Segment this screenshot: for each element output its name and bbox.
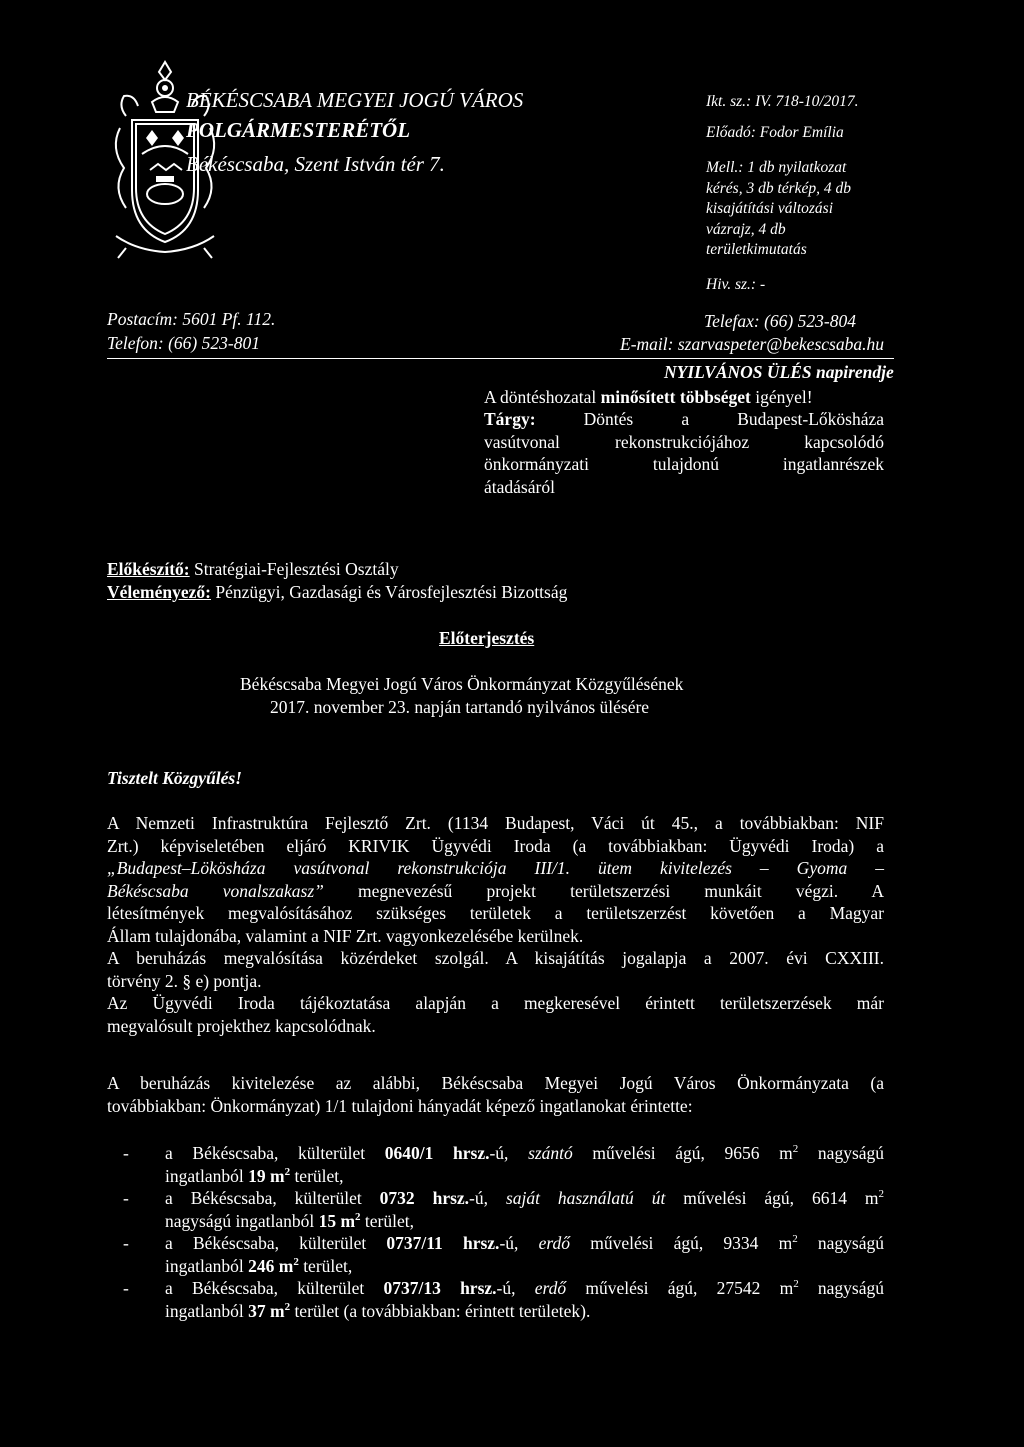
list-item: - a Békéscsaba, külterület 0737/11 hrsz.-ú, erdő művelési ágú, 9334 $m^2$ nagyságú ingatlanból 246 $m^2$ terület,	[123, 1233, 884, 1276]
issuer-office: POLGÁRMESTERÉTŐL	[186, 118, 411, 142]
hiv-number: Hiv. sz.: -	[706, 276, 766, 293]
attachment-line: Mell.: 1 db nyilatkozat	[706, 159, 847, 176]
header-divider	[107, 358, 894, 359]
list-item: - a Békéscsaba, külterület 0732 hrsz.-ú, saját használatú út művelési ágú, 6614 $m^2$ nagyságú ingatlanból 15 $m^2$ terület,	[123, 1188, 884, 1231]
attachments	[706, 158, 896, 261]
attachment-line: területkimutatás	[706, 241, 807, 258]
attachment-line: kérés, 3 db térkép, 4 db	[706, 179, 852, 197]
document-heading: Előterjesztés	[439, 628, 535, 648]
reference-number: Ikt. sz.: IV. 718-10/2017.	[706, 93, 859, 110]
decision-note: A döntéshozatal minősített többséget igényel!	[484, 387, 813, 407]
phone-number: Telefon: (66) 523-801	[107, 333, 260, 353]
salutation: Tisztelt Közgyűlés!	[107, 768, 242, 788]
reviewer: Véleményező: Pénzügyi, Gazdasági és Városfejlesztési Bizottság	[107, 582, 568, 602]
list-item: - a Békéscsaba, külterület 0640/1 hrsz.-ú, szántó művelési ágú, 9656 $m^2$ nagyságú ingatlanból 19 $m^2$ terület,	[123, 1143, 885, 1186]
body-paragraph-1: A Nemzeti Infrastruktúra Fejlesztő Zrt. (1134 Budapest, Váci út 45., a továbbiakban: NIF Zrt.) képviseletében eljáró KRIVIK Ügyvédi Iroda (a továbbiakban: Ügyvédi Iroda) a „Budapest–Lökösháza vasútvonal rekonstrukciója III/1. ütem kivitelezés – Gyoma – Békéscsaba vonalszakasz” megnevezésű projekt területszerzési munkáit végzi. A létesítmények megvalósításához szükséges területek a területszerzést követően a Magyar Állam tulajdonába, valamint a NIF Zrt. vagyonkezelésébe kerülnek. A beruházás megvalósítása közérdeket szolgál. A kisajátítás jogalapja a 2007. évi CXXIII. törvény 2. § e) pontja. Az Ügyvédi Iroda tájékoztatása alapján a megkeresével érintett területszerzések már megvalósult projekthez kapcsolódnak.	[107, 813, 884, 1036]
body-paragraph-2: A beruházás kivitelezése az alábbi, Békéscsaba Megyei Jogú Város Önkormányzata (a továbbiakban: Önkormányzat) 1/1 tulajdoni hányadát képező ingatlanokat érintette:	[107, 1073, 884, 1116]
list-item: - a Békéscsaba, külterület 0737/13 hrsz.-ú, erdő művelési ágú, 27542 $m^2$ nagyságú ingatlanból 37 $m^2$ terület (a továbbiakban: érintett területek).	[123, 1278, 885, 1321]
document-subtitle-2: 2017. november 23. napján tartandó nyilvános ülésére	[270, 697, 650, 717]
email-address: E-mail: szarvaspeter@bekescsaba.hu	[620, 334, 884, 354]
attachment-line: vázrajz, 4 db	[706, 220, 786, 238]
issuer-address: Békéscsaba, Szent István tér 7.	[186, 152, 445, 176]
session-type: NYILVÁNOS ÜLÉS napirendje	[664, 362, 894, 382]
subject: Tárgy: Döntés a Budapest-Lőkösháza vasútvonal rekonstrukciójához kapcsolódó önkormányzati tulajdonú ingatlanrészek átadásáról	[484, 409, 884, 497]
preparer: Előkészítő: Stratégiai-Fejlesztési Osztály	[107, 559, 399, 579]
issuer-city: BÉKÉSCSABA MEGYEI JOGÚ VÁROS	[186, 88, 524, 112]
parcel-list	[107, 1142, 884, 1322]
subject-label: Tárgy:	[484, 409, 536, 429]
presenter: Előadó: Fodor Emília	[706, 124, 844, 141]
attachment-line: kisajátítási változási	[706, 200, 834, 217]
fax-number: Telefax: (66) 523-804	[704, 311, 856, 331]
document-subtitle-1: Békéscsaba Megyei Jogú Város Önkormányzat Közgyűlésének	[240, 674, 684, 694]
postal-address: Postacím: 5601 Pf. 112.	[107, 309, 276, 329]
